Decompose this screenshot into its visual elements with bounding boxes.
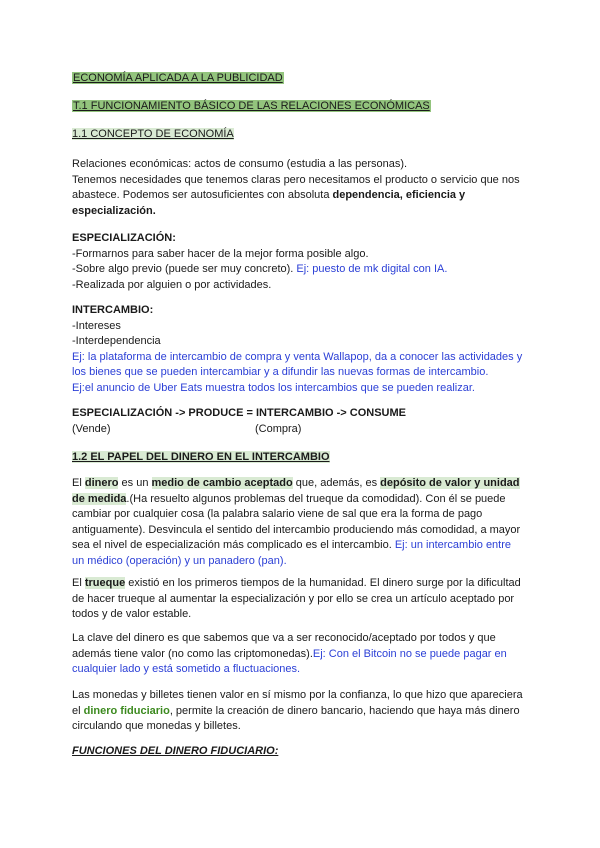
example-text: cualquier lado y está sometido a fluctuaciones. [72,663,301,675]
example-text: Ej: un intercambio entre [394,539,512,551]
highlight-keyword: depósito de valor y unidad [380,477,520,489]
paragraph-monedas [72,688,532,735]
list-item: -Sobre algo previo (puede ser muy concreto). Ej: puesto de mk digital con IA. [72,263,448,275]
example-text: Ej:el anuncio de Uber Eats muestra todos los intercambios que se pueden realizar. [72,381,475,394]
course-title-text: ECONOMÍA APLICADA A LA PUBLICIDAD [73,72,283,84]
paragraph-dinero [72,476,532,569]
list-item: -Formarnos para saber hacer de la mejor forma posible algo. [72,247,369,260]
paragraph-line: sea el nivel de especialización más complicado es el intercambio. Ej: un intercambio entre [72,539,512,551]
intro-line: especialización. [72,204,156,217]
paragraph-line: Las monedas y billetes tienen valor en sí mismo por la confianza, lo que hizo que apareciera [72,689,523,701]
intro-line: Relaciones económicas: actos de consumo (estudia a las personas). [72,158,408,170]
heading-course-title [72,71,532,87]
heading-funciones [72,744,532,760]
flow-label-compra: (Compra) [255,422,302,435]
highlight-keyword: de medida [72,492,127,505]
paragraph-line: El dinero es un medio de cambio aceptado que, además, es depósito de valor y unidad [72,477,520,489]
paragraph-line: de hacer trueque al aumentar la especialización y por ello se crea un artículo aceptado por [72,592,515,605]
example-text: un médico (operación) y un panadero (pan). [72,554,287,567]
heading-section-1-2 [72,450,532,466]
list-item: -Interdependencia [72,335,161,347]
flow-line: ESPECIALIZACIÓN -> PRODUCE = INTERCAMBIO -> CONSUME [72,407,407,419]
flow-label-vende: (Vende) [72,422,111,435]
topic-title-text: T.1 FUNCIONAMIENTO BÁSICO DE LAS RELACIONES ECONÓMICAS [73,100,430,112]
highlight-keyword: dinero [84,477,119,489]
example-text: los bienes que se pueden intercambiar y a difundir las nuevas formas de intercambio. [72,366,489,378]
paragraph-line: cambiar por cualquier cosa (la palabra salario viene de sal que era la forma de pago [72,508,483,520]
highlight-keyword: dinero fiduciario [83,704,170,717]
section-1-1-text: 1.1 CONCEPTO DE ECONOMÍA [72,128,234,140]
bold-keywords: dependencia, eficiencia y [332,189,466,201]
paragraph-line: circulando que monedas y billetes. [72,720,241,732]
paragraph-line: todos y de valor estable. [72,608,192,620]
list-item: -Intereses [72,319,121,332]
intro-paragraph [72,157,532,219]
flow-labels [72,422,532,438]
paragraph-line: El trueque existió en los primeros tiempos de la humanidad. El dinero surge por la dificultad [72,577,521,589]
especializacion-title: ESPECIALIZACIÓN: [72,232,176,244]
paragraph-trueque [72,576,532,623]
intro-line: abastece. Podemos ser autosuficientes con absoluta dependencia, eficiencia y [72,189,466,201]
paragraph-line: además tiene valor (no como las criptomonedas).Ej: Con el Bitcoin no se puede pagar en [72,647,507,660]
especializacion-section [72,231,532,293]
paragraph-line: el dinero fiduciario, permite la creación de dinero bancario, haciendo que haya más dinero [72,704,520,717]
example-text: Ej: la plataforma de intercambio de compra y venta Wallapop, da a conocer las actividades y [72,350,523,363]
paragraph-line: antiguamente). Desvincula el sentido del intercambio produciendo más comodidad, a mayor [72,523,521,536]
intro-line: Tenemos necesidades que tenemos claras pero necesitamos el producto o servicio que nos [72,173,520,186]
heading-topic [72,99,532,115]
funciones-title-text: FUNCIONES DEL DINERO FIDUCIARIO: [72,745,279,757]
example-text: Ej: Con el Bitcoin no se puede pagar en [312,647,507,660]
flow-section [72,406,532,437]
paragraph-clave-dinero [72,631,532,678]
paragraph-line: de medida.(Ha resuelto algunos problemas del trueque da comodidad). Con él se puede [72,492,506,505]
heading-section-1-1 [72,127,532,143]
section-1-2-text: 1.2 EL PAPEL DEL DINERO EN EL INTERCAMBIO [72,451,330,463]
highlight-keyword: trueque [84,577,126,589]
intercambio-title: INTERCAMBIO: [72,304,154,316]
intercambio-section [72,303,532,396]
example-text: Ej: puesto de mk digital con IA. [296,263,448,275]
list-item: -Realizada por alguien o por actividades. [72,278,272,291]
highlight-keyword: medio de cambio aceptado [151,477,293,489]
paragraph-line: La clave del dinero es que sabemos que va a ser reconocido/aceptado por todos y que [72,632,496,644]
